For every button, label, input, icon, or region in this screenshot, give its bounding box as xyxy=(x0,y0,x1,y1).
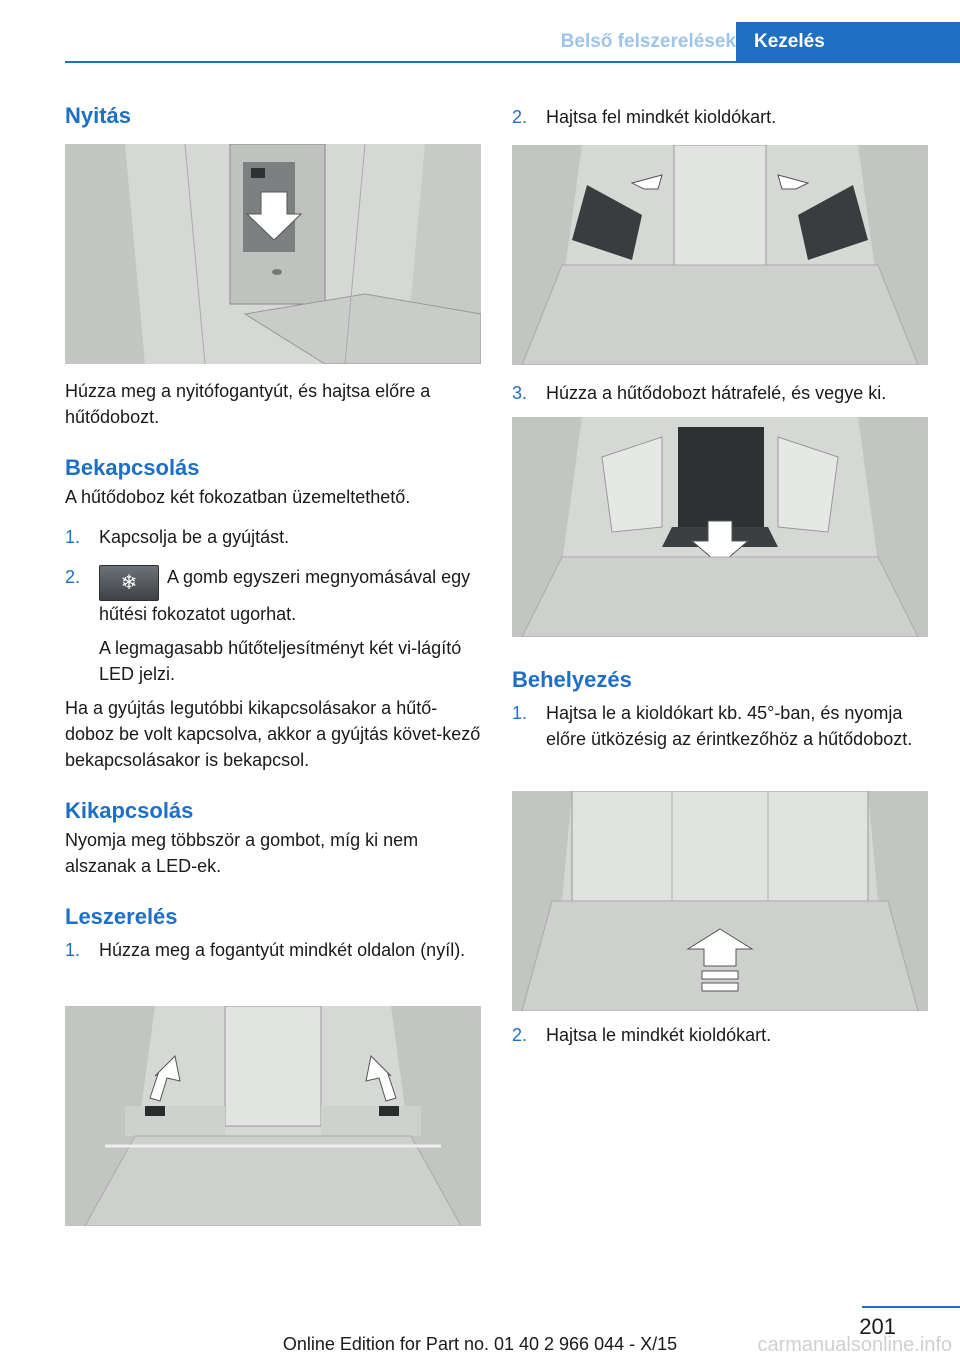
heading-switch-off: Kikapcsolás xyxy=(65,798,194,823)
list-item xyxy=(512,1022,928,1048)
snowflake-icon: ❄ xyxy=(99,565,159,601)
header-chapter-tab: Kezelés xyxy=(736,22,960,62)
paragraph-switch-on: A hűtődoboz két fokozatban üzemeltethető. xyxy=(65,487,411,507)
list-number: 2. xyxy=(512,1025,528,1045)
paragraph-open: Húzza meg a nyitófogantyút, és hajtsa előre a hűtődobozt. xyxy=(65,381,431,427)
list-text: Hajtsa le mindkét kioldókart. xyxy=(546,1025,772,1045)
heading-switch-on: Bekapcsolás xyxy=(65,455,200,480)
step-3-block xyxy=(512,380,928,406)
list-text: Hajtsa le a kioldókart kb. 45°-ban, és nyomja előre ütközésig az érintkezőhöz a hűtődobozt. xyxy=(546,703,913,749)
heading-open: Nyitás xyxy=(65,103,132,128)
list-number: 2. xyxy=(512,107,528,127)
page-number: 201 xyxy=(859,1314,896,1339)
list-subtext: A legmagasabb hűtőteljesítményt két vi-lágító LED jelzi. xyxy=(99,638,462,684)
list-item xyxy=(512,700,928,752)
heading-remove: Leszerelés xyxy=(65,904,178,929)
paragraph-switch-off: Nyomja meg többször a gombot, míg ki nem alszanak a LED-ek. xyxy=(65,830,419,876)
insert-section xyxy=(512,664,928,752)
paragraph-switch-on-2: Ha a gyújtás legutóbbi kikapcsolásakor a hűtő-doboz be volt kapcsolva, akkor a gyújtás követ-kező bekapcsolásakor is bekapcsol. xyxy=(65,698,481,770)
list-text: Húzza a hűtődobozt hátrafelé, és vegye ki. xyxy=(546,383,887,403)
footer-rule xyxy=(862,1306,960,1308)
list-item xyxy=(65,937,481,963)
list-number: 1. xyxy=(65,527,81,547)
list-text: Hajtsa fel mindkét kioldókart. xyxy=(546,107,777,127)
watermark: carmanualsonline.info xyxy=(757,1334,952,1356)
list-item xyxy=(65,564,481,687)
list-text: A gomb egyszeri megnyomásával egy hűtési fokozatot ugorhat. xyxy=(99,567,471,624)
illustration-open-handle xyxy=(65,144,481,364)
list-number: 1. xyxy=(65,940,81,960)
edition-line: Online Edition for Part no. 01 40 2 966 044 - X/15 xyxy=(282,1334,678,1354)
list-number: 2. xyxy=(65,567,81,587)
list-number: 3. xyxy=(512,383,528,403)
right-column xyxy=(512,100,928,130)
header-rule xyxy=(65,61,960,63)
list-item xyxy=(512,380,928,406)
list-item xyxy=(512,104,928,130)
illustration-pull-out-box xyxy=(512,417,928,637)
list-text: Kapcsolja be a gyújtást. xyxy=(99,527,290,547)
illustration-pull-handles xyxy=(65,1006,481,1226)
insert-step-2-block xyxy=(512,1022,928,1048)
heading-insert: Behelyezés xyxy=(512,667,632,692)
illustration-push-box-forward xyxy=(512,791,928,1011)
left-column xyxy=(65,100,481,963)
header-section-label: Belső felszerelések xyxy=(560,31,736,52)
list-item xyxy=(65,524,481,550)
illustration-release-levers-up xyxy=(512,145,928,365)
list-number: 1. xyxy=(512,703,528,723)
list-text: Húzza meg a fogantyút mindkét oldalon (nyíl). xyxy=(99,940,466,960)
